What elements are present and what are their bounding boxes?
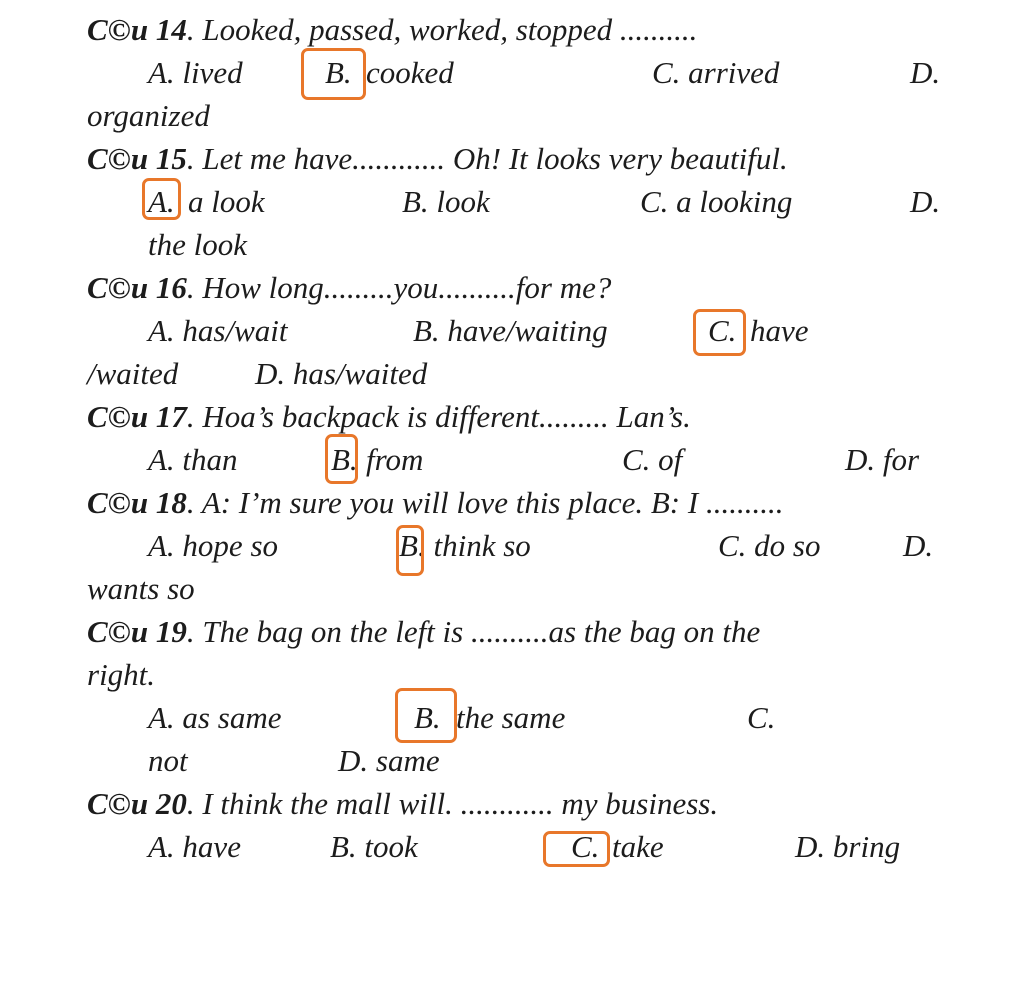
question-label: C©u 20	[87, 786, 187, 821]
option-c-text: not	[148, 743, 188, 778]
option-c-letter: C.	[571, 829, 600, 864]
question-stem: . How long.........you..........for me?	[186, 270, 612, 305]
question-18	[87, 487, 783, 518]
question-20	[87, 788, 718, 819]
option-b: B. look	[402, 184, 490, 219]
option-b-letter: B.	[331, 442, 358, 477]
option-b-letter: B	[399, 528, 418, 563]
option-b: B. have/waiting	[413, 313, 608, 348]
option-c: C. a looking	[640, 184, 793, 219]
option-d-text: organized	[87, 98, 210, 133]
option-d-text: the look	[148, 227, 247, 262]
option-b-text: cooked	[366, 55, 454, 90]
question-label: C©u 17	[87, 399, 187, 434]
answer-highlight	[396, 525, 424, 576]
question-stem: . Let me have............ Oh! It looks very beautiful.	[186, 141, 788, 176]
option-c: C. arrived	[652, 55, 780, 90]
option-c-letter: C.	[708, 313, 737, 348]
option-a: A. lived	[148, 55, 243, 90]
question-label: C©u 16	[87, 270, 187, 305]
option-b: B. took	[330, 829, 418, 864]
option-a: A. as same	[148, 700, 282, 735]
question-stem: . Looked, passed, worked, stopped ..........	[186, 12, 698, 47]
option-d: D. has/waited	[255, 356, 428, 391]
option-d: D. same	[338, 743, 440, 778]
question-17	[87, 401, 691, 432]
option-d-text: wants so	[87, 571, 195, 606]
option-c-letter: C.	[747, 700, 776, 735]
option-d-letter: D.	[910, 55, 941, 90]
question-stem: . Hoa’s backpack is different......... Lan’s.	[186, 399, 691, 434]
question-label: C©u 15	[87, 141, 187, 176]
question-stem-cont: right.	[87, 657, 156, 692]
option-d: D. bring	[795, 829, 901, 864]
question-stem: . I think the mall will. ............ my business.	[186, 786, 719, 821]
question-19	[87, 616, 760, 647]
answer-highlight	[693, 309, 746, 356]
answer-highlight	[395, 688, 457, 743]
option-a-letter: A.	[148, 184, 175, 219]
option-b-text: . think so	[418, 528, 531, 563]
option-a: A. hope so	[148, 528, 279, 563]
option-c: C. do so	[718, 528, 821, 563]
option-a: A. have	[148, 829, 241, 864]
option-b-text: from	[366, 442, 424, 477]
answer-highlight	[325, 434, 358, 484]
answer-highlight	[543, 831, 610, 867]
option-a: A. has/wait	[148, 313, 288, 348]
answer-highlight	[142, 178, 181, 220]
answer-highlight	[301, 48, 366, 100]
option-a: A. than	[148, 442, 238, 477]
question-label: C©u 18	[87, 485, 187, 520]
question-14	[87, 14, 697, 45]
option-d-letter: D.	[910, 184, 941, 219]
option-b-text: the same	[456, 700, 566, 735]
question-stem: . A: I’m sure you will love this place. B: I ..........	[186, 485, 784, 520]
option-c: C. of	[622, 442, 683, 477]
question-15	[87, 143, 788, 174]
question-label: C©u 14	[87, 12, 187, 47]
option-a-text: a look	[188, 184, 265, 219]
option-c-text: have	[750, 313, 809, 348]
option-c-text-cont: /waited	[87, 356, 179, 391]
option-b-letter: B.	[325, 55, 352, 90]
question-16	[87, 272, 611, 303]
question-stem: . The bag on the left is ..........as the bag on the	[186, 614, 761, 649]
question-label: C©u 19	[87, 614, 187, 649]
option-d-letter: D.	[903, 528, 934, 563]
option-b-letter: B.	[414, 700, 441, 735]
option-c-text: take	[612, 829, 664, 864]
option-d: D. for	[845, 442, 920, 477]
